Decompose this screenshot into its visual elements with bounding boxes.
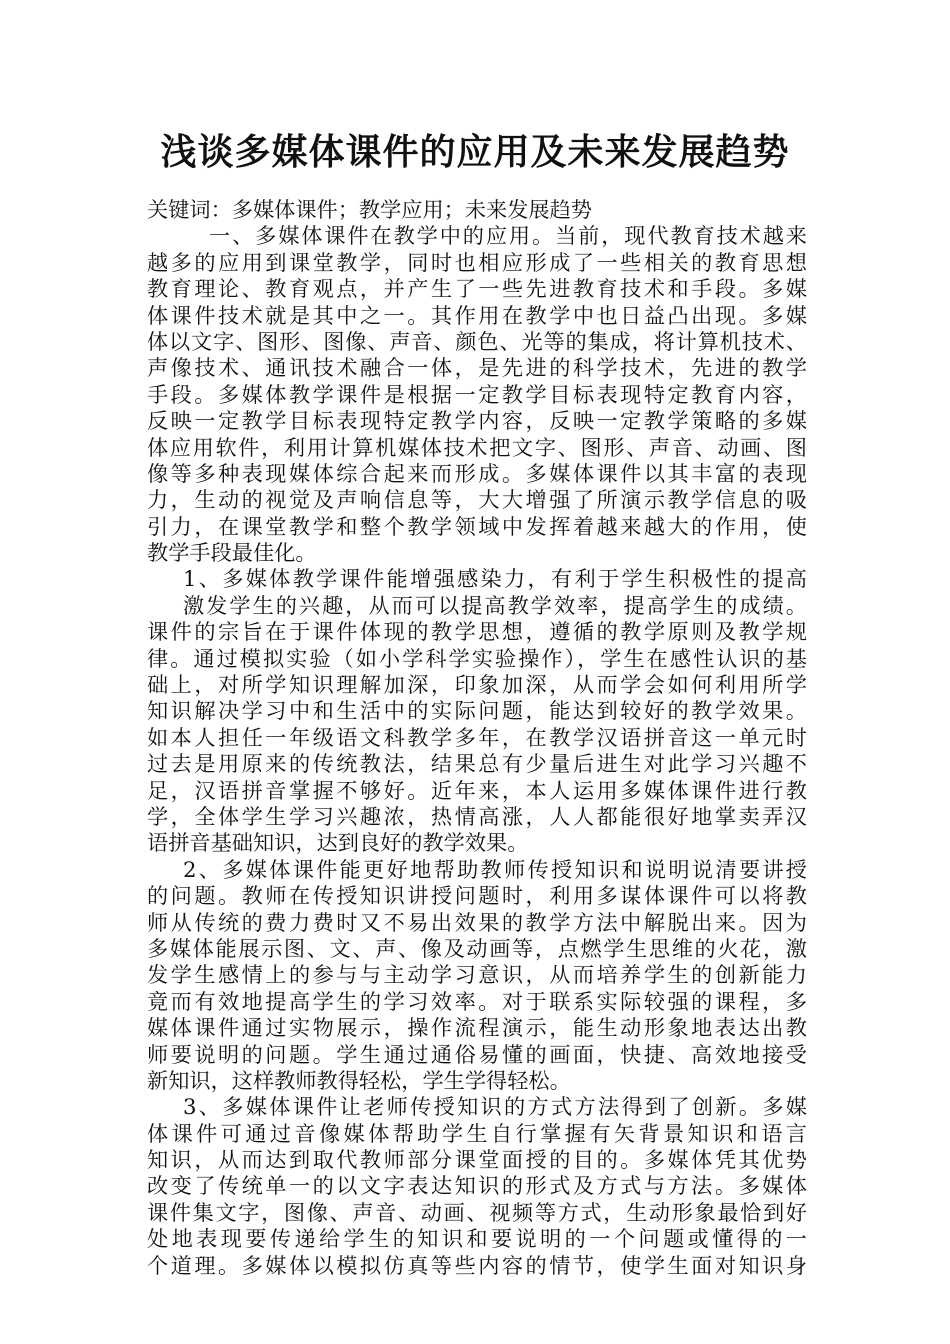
document-title: 浅谈多媒体课件的应用及未来发展趋势: [160, 131, 790, 173]
text-line: 教学手段最佳化。: [147, 540, 317, 566]
text-line: 课件集文字，图像、声音、动画、视频等方式，生动形象最恰到好: [147, 1199, 807, 1225]
text-line: 多媒体能展示图、文、声、像及动画等，点燃学生思维的火花，激: [147, 935, 807, 961]
text-line: 的问题。教师在传授知识讲授问题时，利用多谋体课件可以将教: [147, 883, 807, 909]
text-line: 师要说明的问题。学生通过通俗易懂的画面，快捷、高效地接受: [147, 1041, 807, 1067]
text-line: 3、多媒体课件让老师传授知识的方式方法得到了创新。多媒: [183, 1094, 807, 1120]
text-line: 础上，对所学知识理解加深，印象加深，从而学会如何利用所学: [147, 672, 807, 698]
text-line: 力，生动的视觉及声响信息等，大大增强了所演示教学信息的吸: [147, 487, 807, 513]
text-line: 足，汉语拼音掌握不够好。近年来，本人运用多媒体课件进行教: [147, 777, 807, 803]
text-line: 关键词：多媒体课件；教学应用；未来发展趋势: [147, 197, 592, 222]
text-line: 像等多种表现媒体综合起来而形成。多媒体课件以其丰富的表现: [147, 460, 807, 486]
text-line: 教育理论、教育观点，并产生了一些先进教育技术和手段。多媒: [147, 276, 807, 302]
text-line: 2、多媒体课件能更好地帮助教师传授知识和说明说清要讲授: [183, 856, 807, 882]
text-line: 如本人担任一年级语文科教学多年，在教学汉语拼音这一单元时: [147, 724, 807, 750]
text-line: 过去是用原来的传统教法，结果总有少量后进生对此学习兴趣不: [147, 751, 807, 777]
text-line: 知识解决学习中和生活中的实际问题，能达到较好的教学效果。: [147, 698, 807, 724]
text-line: 一、多媒体课件在教学中的应用。当前，现代教育技术越来: [209, 223, 807, 249]
text-line: 激发学生的兴趣，从而可以提高教学效率，提高学生的成绩。: [183, 592, 807, 618]
text-line: 竟而有效地提高学生的学习效率。对于联系实际较强的课程，多: [147, 988, 807, 1014]
text-line: 课件的宗旨在于课件体现的教学思想，遵循的教学原则及教学规: [147, 619, 807, 645]
text-line: 体以文字、图形、图像、声音、颜色、光等的集成，将计算机技术、: [147, 328, 807, 354]
text-line: 体课件技术就是其中之一。其作用在教学中也日益凸出现。多媒: [147, 302, 807, 328]
text-line: 声像技术、通讯技术融合一体，是先进的科学技术，先进的教学: [147, 355, 807, 381]
text-line: 发学生感情上的参与与主动学习意识，从而培养学生的创新能力: [147, 962, 807, 988]
text-line: 新知识，这样教师教得轻松，学生学得轻松。: [147, 1067, 571, 1093]
text-line: 体应用软件，利用计算机媒体技术把文字、图形、声音、动画、图: [147, 434, 807, 460]
text-line: 知识，从而达到取代教师部分课堂面授的目的。多媒体凭其优势: [147, 1147, 807, 1173]
text-line: 1、多媒体教学课件能增强感染力，有利于学生积极性的提高: [183, 566, 807, 592]
text-line: 反映一定教学目标表现特定教学内容，反映一定教学策略的多媒: [147, 408, 807, 434]
text-line: 学，全体学生学习兴趣浓，热情高涨，人人都能很好地掌卖弄汉: [147, 803, 807, 829]
text-line: 语拼音基础知识，达到良好的教学效果。: [147, 830, 529, 856]
text-line: 体课件可通过音像媒体帮助学生自行掌握有矢背景知识和语言: [147, 1120, 807, 1146]
text-line: 个道理。多媒体以模拟仿真等些内容的情节，使学生面对知识身: [147, 1252, 807, 1278]
text-line: 改变了传统单一的以文字表达知识的形式及方式与方法。多媒体: [147, 1173, 807, 1199]
text-line: 处地表现要传递给学生的知识和要说明的一个问题或懂得的一: [147, 1226, 807, 1252]
text-line: 媒体课件通过实物展示，操作流程演示，能生动形象地表达出教: [147, 1015, 807, 1041]
document-body: [147, 197, 807, 1279]
text-line: 师从传统的费力费时又不易出效果的教学方法中解脱出来。因为: [147, 909, 807, 935]
text-line: 律。通过模拟实验（如小学科学实验操作），学生在感性认识的基: [147, 645, 807, 671]
text-line: 越多的应用到课堂教学，同时也相应形成了一些相关的教育思想: [147, 249, 807, 275]
text-line: 引力，在课堂教学和整个教学领域中发挥着越来越大的作用，使: [147, 513, 807, 539]
text-line: 手段。多媒体教学课件是根据一定教学目标表现特定教育内容，: [147, 381, 807, 407]
